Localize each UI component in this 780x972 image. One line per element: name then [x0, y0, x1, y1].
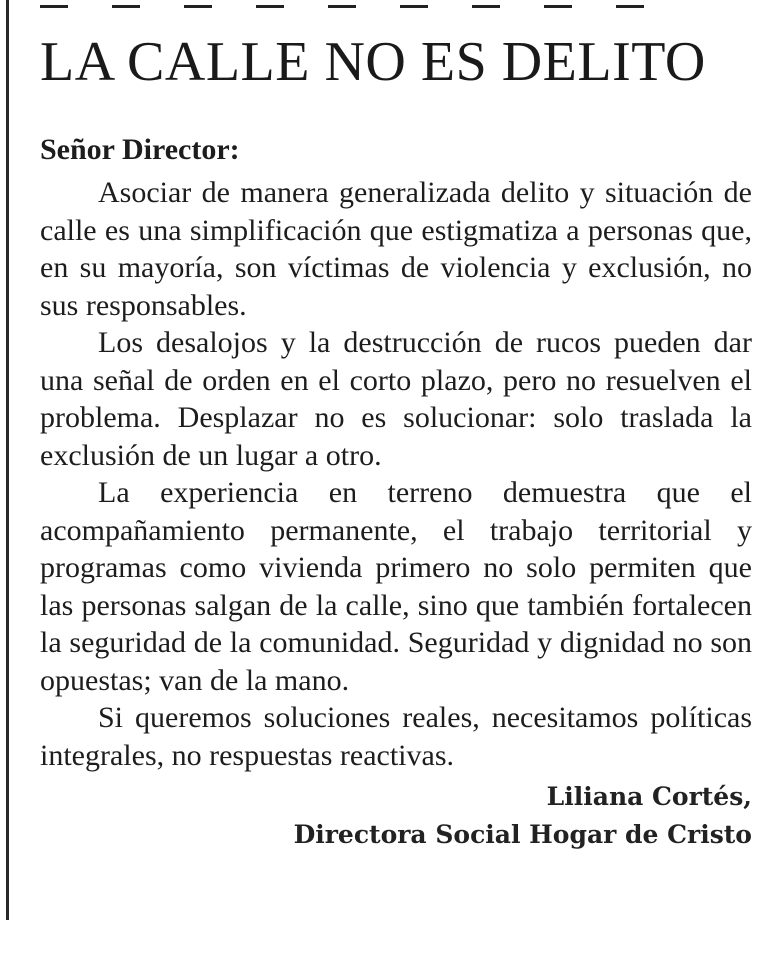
letter-body	[40, 174, 752, 774]
signature-title: Directora Social Hogar de Cristo	[293, 820, 752, 849]
letter-headline: LA CALLE NO ES DELITO	[40, 31, 706, 93]
cropped-previous-headline	[40, 0, 752, 8]
letter-signature	[40, 778, 752, 854]
letter-paragraph: Los desalojos y la destrucción de rucos pueden dar una señal de orden en el corto plazo, pero no resuelven el problema. Desplazar no es solucionar: solo traslada la exclusión de un lugar a otro.	[40, 326, 752, 472]
column-divider-rule	[6, 0, 9, 920]
letter-salutation: Señor Director:	[40, 133, 240, 166]
letter-paragraph: Asociar de manera generalizada delito y situación de calle es una simplificación que estigmatiza a personas que, en su mayoría, son víctimas de violencia y exclusión, no sus responsables.	[40, 176, 752, 322]
letter-paragraph: La experiencia en terreno demuestra que el acompañamiento permanente, el trabajo territorial y programas como vivienda primero no solo permiten que las personas salgan de la calle, sino que también fortalecen la seguridad de la comunidad. Seguridad y dignidad no son opuestas; van de la mano.	[40, 476, 752, 697]
letter-paragraph: Si queremos soluciones reales, necesitamos políticas integrales, no respuestas reactivas.	[40, 701, 752, 772]
letter-article	[40, 30, 752, 854]
signature-name: Liliana Cortés,	[546, 782, 752, 811]
